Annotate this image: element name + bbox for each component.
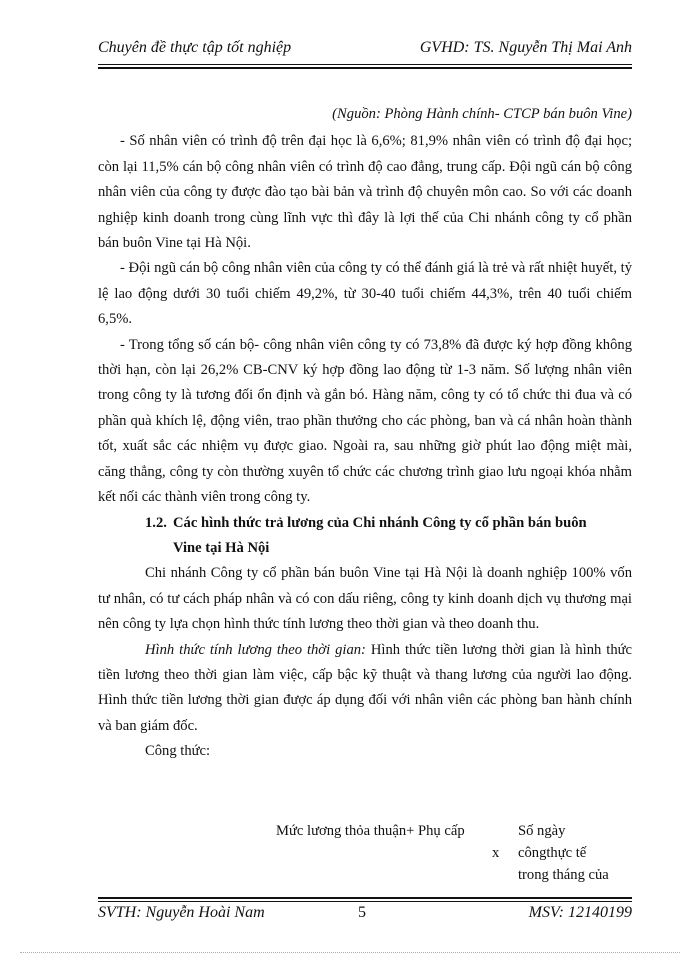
page-number: 5 bbox=[358, 904, 366, 921]
time-salary-label: Hình thức tính lương theo thời gian: bbox=[145, 641, 366, 658]
header-rule-thick bbox=[98, 67, 632, 69]
section-title-line1: Các hình thức trả lương của Chi nhánh Công ty cổ phần bán buôn bbox=[173, 514, 587, 531]
footer-rule-thick bbox=[98, 897, 632, 899]
page-edge-dotted-line bbox=[20, 952, 680, 953]
formula-label: Công thức: bbox=[145, 743, 211, 760]
page-footer bbox=[98, 904, 632, 928]
section-number: 1.2. bbox=[145, 514, 167, 531]
bullet-contract: - Trong tổng số cán bộ- công nhân viên công ty có 73,8% đã được ký hợp đồng không thời hạn, còn lại 26,2% CB-CNV ký hợp đồng lao động từ 1-3 năm. Số lượng nhân viên trong công ty là tương đối ổn định và gắn bó. Hàng năm, công ty có tổ chức thi đua và có phần quà khích lệ, động viên, trao phần thưởng cho các phòng, ban và cá nhân hoàn thành tốt, xuất sắc các nhiệm vụ được giao. Ngoài ra, sau những giờ phút lao động miệt mài, căng thẳng, công ty còn thường xuyên tổ chức các chương trình giao lưu ngoại khóa nhằm kết nối các thành viên trong công ty. bbox=[98, 336, 632, 506]
section-heading bbox=[98, 511, 632, 562]
time-salary-text: Hình thức tiền lương thời gian là hình thức tiền lương theo thời gian làm việc, cấp bậc kỹ thuật và thang lương của người lao động. Hình thức tiền lương thời gian được áp dụng đối với nhân viên các phòng ban hành chính và ban giám đốc. bbox=[98, 641, 633, 734]
formula-right-2: côngthực tế bbox=[518, 845, 587, 861]
paragraph-company: Chi nhánh Công ty cổ phần bán buôn Vine tại Hà Nội là doanh nghiệp 100% vốn tư nhân, có tư cách pháp nhân và có con dấu riêng, công ty kinh doanh dịch vụ thương mại nên công ty lựa chọn hình thức tính lương theo thời gian và theo doanh thu. bbox=[98, 565, 632, 633]
bullet-age: - Đội ngũ cán bộ công nhân viên của công ty có thể đánh giá là trẻ và rất nhiệt huyết, tỷ lệ lao động dưới 30 tuổi chiếm 49,2%, từ 30-40 tuổi chiếm 44,3%, trên 40 tuổi chiếm 6,5%. bbox=[98, 260, 632, 328]
bullet-education: - Số nhân viên có trình độ trên đại học là 6,6%; 81,9% nhân viên có trình độ đại học; còn lại 11,5% cán bộ công nhân viên có trình độ cao đẳng, trung cấp. Đội ngũ cán bộ công nhân viên của công ty được đào tạo bài bản và trình độ chuyên môn cao. So với các doanh nghiệp kinh doanh trong cùng lĩnh vực thì đây là lợi thế của Chi nhánh công ty cổ phần bán buôn Vine tại Hà Nội. bbox=[98, 133, 632, 252]
formula-times: x bbox=[492, 845, 500, 861]
footer-student: SVTH: Nguyễn Hoài Nam bbox=[98, 904, 265, 921]
header-right-text: GVHD: TS. Nguyễn Thị Mai Anh bbox=[419, 39, 632, 56]
header-left-text: Chuyên đề thực tập tốt nghiệp bbox=[98, 39, 292, 56]
section-title-line2: Vine tại Hà Nội bbox=[173, 539, 270, 556]
formula-numerator: Mức lương thỏa thuận+ Phụ cấp bbox=[276, 823, 465, 839]
source-note: (Nguồn: Phòng Hành chính- CTCP bán buôn Vine) bbox=[332, 106, 632, 122]
formula-right-3: trong tháng của bbox=[518, 867, 609, 883]
formula-right-1: Số ngày bbox=[518, 823, 566, 839]
footer-rule-thin bbox=[98, 901, 632, 902]
footer-student-id: MSV: 12140199 bbox=[528, 904, 632, 921]
header-rule-thin bbox=[98, 64, 632, 65]
paragraph-time-salary bbox=[98, 638, 632, 740]
body-text bbox=[98, 102, 632, 765]
page-header bbox=[98, 39, 632, 63]
